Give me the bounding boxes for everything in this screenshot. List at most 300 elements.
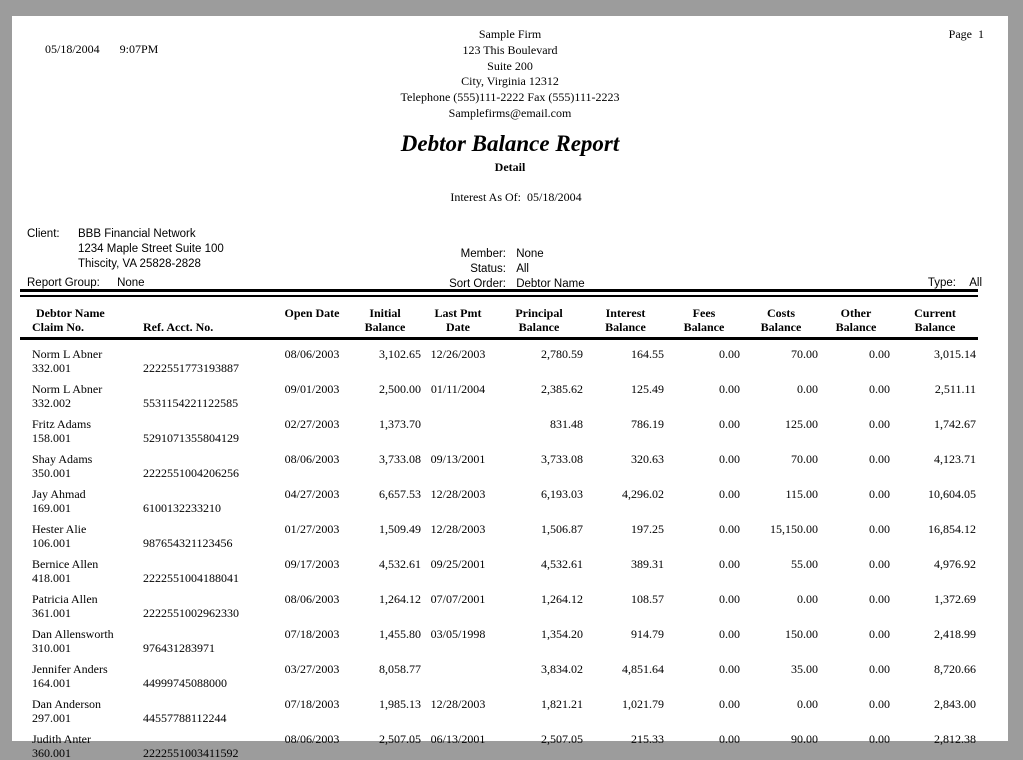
open-date-cell	[277, 725, 347, 760]
spacer	[138, 557, 277, 571]
ref-acct-no-cell	[138, 515, 277, 550]
costs-balance-cell	[742, 339, 820, 376]
last-pmt-date-cell	[423, 690, 493, 725]
debtor-name-cell	[20, 655, 138, 690]
current-balance-cell-value: 3,015.14	[892, 347, 978, 361]
current-balance-cell-value: 1,742.67	[892, 417, 978, 431]
ref-acct-no-cell	[138, 339, 277, 376]
interest-as-of-date: 05/18/2004	[527, 190, 582, 204]
open-date-cell-value: 08/06/2003	[277, 347, 347, 361]
col-header-interest-balance: Interest Balance	[585, 300, 666, 339]
open-date-cell	[277, 410, 347, 445]
principal-balance-cell-value: 3,733.08	[493, 452, 585, 466]
ref-acct-no: 2222551004188041	[138, 571, 277, 585]
spacer	[138, 452, 277, 466]
other-balance-cell	[820, 585, 892, 620]
other-balance-cell	[820, 550, 892, 585]
fees-balance-cell	[666, 585, 742, 620]
type-value: All	[969, 277, 982, 289]
fees-balance-cell-value: 0.00	[666, 592, 742, 606]
type-filter	[928, 276, 982, 291]
initial-balance-cell	[347, 550, 423, 585]
last-pmt-date-cell-value: 12/26/2003	[423, 347, 493, 361]
initial-balance-cell	[347, 515, 423, 550]
costs-balance-cell-value: 70.00	[742, 452, 820, 466]
client-address2: Thiscity, VA 25828-2828	[78, 257, 201, 272]
other-balance-cell-value: 0.00	[820, 592, 892, 606]
spacer	[138, 522, 277, 536]
fees-balance-cell-value: 0.00	[666, 417, 742, 431]
page-header	[12, 16, 1008, 124]
other-balance-cell-value: 0.00	[820, 662, 892, 676]
principal-balance-cell	[493, 515, 585, 550]
interest-as-of-label: Interest As Of:	[450, 190, 521, 204]
spacer	[138, 382, 277, 396]
debtor-name: Fritz Adams	[20, 417, 138, 431]
claim-no: 158.001	[20, 431, 138, 445]
current-balance-cell	[892, 620, 978, 655]
costs-balance-cell	[742, 690, 820, 725]
last-pmt-date-cell	[423, 515, 493, 550]
debtor-name-cell	[20, 585, 138, 620]
debtor-name: Hester Alie	[20, 522, 138, 536]
initial-balance-cell	[347, 725, 423, 760]
interest-balance-cell-value: 215.33	[585, 732, 666, 746]
sort-order-value: Debtor Name	[516, 278, 584, 290]
fees-balance-cell-value: 0.00	[666, 732, 742, 746]
last-pmt-date-cell-value: 03/05/1998	[423, 627, 493, 641]
other-balance-cell-value: 0.00	[820, 452, 892, 466]
last-pmt-date-cell	[423, 339, 493, 376]
current-balance-cell	[892, 585, 978, 620]
current-balance-cell	[892, 655, 978, 690]
debtor-name-cell	[20, 550, 138, 585]
other-balance-cell	[820, 725, 892, 760]
principal-balance-cell-value: 3,834.02	[493, 662, 585, 676]
firm-address-line2: Suite 200	[12, 59, 1008, 75]
ref-acct-no: 976431283971	[138, 641, 277, 655]
debtor-name-cell	[20, 445, 138, 480]
current-balance-cell	[892, 550, 978, 585]
initial-balance-cell	[347, 655, 423, 690]
current-balance-cell-value: 1,372.69	[892, 592, 978, 606]
col-header-ref-acct-no: Ref. Acct. No.	[138, 300, 277, 339]
last-pmt-date-cell	[423, 410, 493, 445]
client-label: Client:	[27, 227, 78, 242]
claim-no: 360.001	[20, 746, 138, 760]
initial-balance-cell-value: 6,657.53	[347, 487, 423, 501]
initial-balance-cell	[347, 410, 423, 445]
last-pmt-date-cell-value: 09/13/2001	[423, 452, 493, 466]
fees-balance-cell	[666, 480, 742, 515]
table-row	[20, 585, 978, 620]
interest-balance-cell	[585, 620, 666, 655]
ref-acct-no: 2222551004206256	[138, 466, 277, 480]
fees-balance-cell-value: 0.00	[666, 627, 742, 641]
interest-balance-cell	[585, 655, 666, 690]
debtor-name: Patricia Allen	[20, 592, 138, 606]
table-header	[20, 300, 978, 339]
ref-acct-no-cell	[138, 690, 277, 725]
other-balance-cell-value: 0.00	[820, 347, 892, 361]
current-balance-cell-value: 10,604.05	[892, 487, 978, 501]
ref-acct-no: 44557788112244	[138, 711, 277, 725]
open-date-cell-value: 09/17/2003	[277, 557, 347, 571]
current-balance-cell-value: 2,843.00	[892, 697, 978, 711]
ref-acct-no: 44999745088000	[138, 676, 277, 690]
open-date-cell	[277, 445, 347, 480]
other-balance-cell-value: 0.00	[820, 522, 892, 536]
col-header-debtor-name: Debtor Name Claim No.	[20, 300, 138, 339]
spacer	[138, 347, 277, 361]
current-balance-cell	[892, 375, 978, 410]
fees-balance-cell	[666, 445, 742, 480]
last-pmt-date-cell	[423, 585, 493, 620]
open-date-cell-value: 07/18/2003	[277, 697, 347, 711]
report-title: Debtor Balance Report	[12, 131, 1008, 157]
table-row	[20, 655, 978, 690]
fees-balance-cell-value: 0.00	[666, 522, 742, 536]
debtor-name-cell	[20, 339, 138, 376]
client-address1: 1234 Maple Street Suite 100	[78, 242, 224, 257]
col-header-other-balance: Other Balance	[820, 300, 892, 339]
spacer	[138, 662, 277, 676]
claim-no: 332.002	[20, 396, 138, 410]
table-row	[20, 725, 978, 760]
last-pmt-date-cell	[423, 445, 493, 480]
initial-balance-cell-value: 2,500.00	[347, 382, 423, 396]
col-header-last-pmt-date: Last Pmt Date	[423, 300, 493, 339]
debtor-name-cell	[20, 515, 138, 550]
client-name: BBB Financial Network	[78, 227, 196, 242]
other-balance-cell-value: 0.00	[820, 627, 892, 641]
open-date-cell	[277, 550, 347, 585]
initial-balance-cell-value: 4,532.61	[347, 557, 423, 571]
interest-balance-cell-value: 125.49	[585, 382, 666, 396]
principal-balance-cell-value: 1,821.21	[493, 697, 585, 711]
type-label: Type:	[928, 277, 956, 289]
initial-balance-cell-value: 1,509.49	[347, 522, 423, 536]
costs-balance-cell	[742, 620, 820, 655]
initial-balance-cell	[347, 585, 423, 620]
other-balance-cell	[820, 690, 892, 725]
fees-balance-cell	[666, 515, 742, 550]
report-group-value: None	[117, 277, 145, 289]
costs-balance-cell-value: 70.00	[742, 347, 820, 361]
ref-acct-no-cell	[138, 585, 277, 620]
debtor-name-cell	[20, 480, 138, 515]
claim-no: 164.001	[20, 676, 138, 690]
claim-no: 169.001	[20, 501, 138, 515]
other-balance-cell-value: 0.00	[820, 732, 892, 746]
print-datetime	[27, 27, 158, 72]
costs-balance-cell	[742, 655, 820, 690]
current-balance-cell-value: 4,123.71	[892, 452, 978, 466]
other-balance-cell	[820, 410, 892, 445]
ref-acct-no: 5531154221122585	[138, 396, 277, 410]
interest-balance-cell	[585, 550, 666, 585]
last-pmt-date-cell	[423, 725, 493, 760]
claim-no: 310.001	[20, 641, 138, 655]
debtor-name: Jennifer Anders	[20, 662, 138, 676]
last-pmt-date-cell-value: 07/07/2001	[423, 592, 493, 606]
last-pmt-date-cell	[423, 550, 493, 585]
open-date-cell-value: 02/27/2003	[277, 417, 347, 431]
other-balance-cell-value: 0.00	[820, 697, 892, 711]
initial-balance-cell-value: 1,264.12	[347, 592, 423, 606]
ref-acct-no: 2222551773193887	[138, 361, 277, 375]
open-date-cell-value: 07/18/2003	[277, 627, 347, 641]
open-date-cell-value: 03/27/2003	[277, 662, 347, 676]
open-date-cell-value: 04/27/2003	[277, 487, 347, 501]
current-balance-cell-value: 8,720.66	[892, 662, 978, 676]
debtor-name: Norm L Abner	[20, 347, 138, 361]
principal-balance-cell	[493, 410, 585, 445]
fees-balance-cell-value: 0.00	[666, 662, 742, 676]
other-balance-cell	[820, 375, 892, 410]
claim-no: 418.001	[20, 571, 138, 585]
debtor-table	[20, 300, 978, 760]
current-balance-cell-value: 2,812.38	[892, 732, 978, 746]
table-row	[20, 339, 978, 376]
debtor-name-cell	[20, 725, 138, 760]
filter-area	[12, 227, 1008, 285]
ref-acct-no-cell	[138, 655, 277, 690]
table-row	[20, 690, 978, 725]
other-balance-cell	[820, 655, 892, 690]
interest-balance-cell-value: 389.31	[585, 557, 666, 571]
report-group-label: Report Group:	[27, 277, 100, 289]
costs-balance-cell-value: 0.00	[742, 382, 820, 396]
claim-no: 350.001	[20, 466, 138, 480]
interest-balance-cell-value: 108.57	[585, 592, 666, 606]
last-pmt-date-cell-value	[423, 417, 493, 431]
interest-balance-cell	[585, 375, 666, 410]
sort-order-label: Sort Order:	[410, 277, 506, 292]
fees-balance-cell-value: 0.00	[666, 557, 742, 571]
debtor-name: Dan Allensworth	[20, 627, 138, 641]
open-date-cell	[277, 585, 347, 620]
principal-balance-cell	[493, 375, 585, 410]
table-row	[20, 620, 978, 655]
principal-balance-cell	[493, 550, 585, 585]
table-row	[20, 480, 978, 515]
spacer	[138, 732, 277, 746]
current-balance-cell-value: 4,976.92	[892, 557, 978, 571]
table-body	[20, 339, 978, 760]
principal-balance-cell	[493, 585, 585, 620]
fees-balance-cell-value: 0.00	[666, 347, 742, 361]
open-date-cell	[277, 515, 347, 550]
last-pmt-date-cell-value: 01/11/2004	[423, 382, 493, 396]
table-row	[20, 515, 978, 550]
fees-balance-cell	[666, 410, 742, 445]
interest-balance-cell-value: 164.55	[585, 347, 666, 361]
debtor-name-cell	[20, 690, 138, 725]
last-pmt-date-cell-value: 06/13/2001	[423, 732, 493, 746]
costs-balance-cell-value: 125.00	[742, 417, 820, 431]
last-pmt-date-cell-value: 12/28/2003	[423, 522, 493, 536]
spacer	[138, 417, 277, 431]
principal-balance-cell	[493, 445, 585, 480]
firm-name: Sample Firm	[12, 27, 1008, 43]
ref-acct-no-cell	[138, 445, 277, 480]
debtor-name: Shay Adams	[20, 452, 138, 466]
fees-balance-cell	[666, 620, 742, 655]
debtor-name: Bernice Allen	[20, 557, 138, 571]
current-balance-cell	[892, 480, 978, 515]
initial-balance-cell	[347, 339, 423, 376]
initial-balance-cell-value: 8,058.77	[347, 662, 423, 676]
open-date-cell-value: 08/06/2003	[277, 592, 347, 606]
debtor-name-cell	[20, 375, 138, 410]
principal-balance-cell-value: 2,780.59	[493, 347, 585, 361]
initial-balance-cell	[347, 445, 423, 480]
current-balance-cell-value: 2,418.99	[892, 627, 978, 641]
initial-balance-cell	[347, 620, 423, 655]
open-date-cell-value: 09/01/2003	[277, 382, 347, 396]
principal-balance-cell	[493, 339, 585, 376]
table-row	[20, 445, 978, 480]
fees-balance-cell	[666, 550, 742, 585]
other-balance-cell	[820, 515, 892, 550]
interest-balance-cell	[585, 585, 666, 620]
other-balance-cell-value: 0.00	[820, 557, 892, 571]
interest-balance-cell	[585, 725, 666, 760]
interest-balance-cell-value: 4,851.64	[585, 662, 666, 676]
ref-acct-no-cell	[138, 725, 277, 760]
initial-balance-cell	[347, 375, 423, 410]
col-header-current-balance: Current Balance	[892, 300, 978, 339]
open-date-cell-value: 01/27/2003	[277, 522, 347, 536]
debtor-name: Dan Anderson	[20, 697, 138, 711]
interest-balance-cell-value: 914.79	[585, 627, 666, 641]
other-balance-cell	[820, 480, 892, 515]
initial-balance-cell-value: 1,985.13	[347, 697, 423, 711]
last-pmt-date-cell	[423, 480, 493, 515]
last-pmt-date-cell-value: 09/25/2001	[423, 557, 493, 571]
principal-balance-cell-value: 1,354.20	[493, 627, 585, 641]
report-subtitle: Detail	[12, 160, 1008, 174]
fees-balance-cell	[666, 375, 742, 410]
costs-balance-cell-value: 55.00	[742, 557, 820, 571]
current-balance-cell	[892, 725, 978, 760]
costs-balance-cell	[742, 725, 820, 760]
print-time: 9:07PM	[120, 42, 159, 56]
status-label: Status:	[410, 262, 506, 277]
initial-balance-cell-value: 3,102.65	[347, 347, 423, 361]
open-date-cell-value: 08/06/2003	[277, 452, 347, 466]
interest-balance-cell-value: 4,296.02	[585, 487, 666, 501]
open-date-cell	[277, 375, 347, 410]
col-header-principal-balance: Principal Balance	[493, 300, 585, 339]
other-balance-cell-value: 0.00	[820, 487, 892, 501]
costs-balance-cell	[742, 515, 820, 550]
client-block	[27, 227, 224, 272]
debtor-name-cell	[20, 410, 138, 445]
interest-balance-cell	[585, 339, 666, 376]
interest-balance-cell-value: 197.25	[585, 522, 666, 536]
fees-balance-cell-value: 0.00	[666, 452, 742, 466]
open-date-cell	[277, 690, 347, 725]
other-balance-cell	[820, 620, 892, 655]
costs-balance-cell-value: 90.00	[742, 732, 820, 746]
interest-balance-cell-value: 1,021.79	[585, 697, 666, 711]
open-date-cell	[277, 480, 347, 515]
costs-balance-cell	[742, 480, 820, 515]
fees-balance-cell-value: 0.00	[666, 382, 742, 396]
ref-acct-no-cell	[138, 550, 277, 585]
costs-balance-cell	[742, 445, 820, 480]
costs-balance-cell-value: 150.00	[742, 627, 820, 641]
current-balance-cell-value: 16,854.12	[892, 522, 978, 536]
table-row	[20, 550, 978, 585]
ref-acct-no-cell	[138, 375, 277, 410]
debtor-name: Jay Ahmad	[20, 487, 138, 501]
interest-balance-cell-value: 320.63	[585, 452, 666, 466]
firm-email: Samplefirms@email.com	[12, 106, 1008, 122]
open-date-cell	[277, 339, 347, 376]
initial-balance-cell-value: 2,507.05	[347, 732, 423, 746]
costs-balance-cell	[742, 550, 820, 585]
principal-balance-cell	[493, 690, 585, 725]
fees-balance-cell	[666, 725, 742, 760]
costs-balance-cell-value: 0.00	[742, 592, 820, 606]
criteria-block	[410, 247, 585, 292]
spacer	[138, 592, 277, 606]
costs-balance-cell	[742, 585, 820, 620]
interest-balance-cell	[585, 445, 666, 480]
fees-balance-cell	[666, 655, 742, 690]
ref-acct-no: 2222551002962330	[138, 606, 277, 620]
fees-balance-cell-value: 0.00	[666, 487, 742, 501]
spacer	[138, 487, 277, 501]
table-row	[20, 375, 978, 410]
ref-acct-no-cell	[138, 620, 277, 655]
page-number: Page 1	[949, 27, 984, 42]
initial-balance-cell-value: 1,373.70	[347, 417, 423, 431]
interest-balance-cell-value: 786.19	[585, 417, 666, 431]
fees-balance-cell-value: 0.00	[666, 697, 742, 711]
last-pmt-date-cell-value: 12/28/2003	[423, 697, 493, 711]
other-balance-cell	[820, 339, 892, 376]
col-header-fees-balance: Fees Balance	[666, 300, 742, 339]
current-balance-cell	[892, 515, 978, 550]
costs-balance-cell-value: 35.00	[742, 662, 820, 676]
debtor-name: Judith Anter	[20, 732, 138, 746]
last-pmt-date-cell	[423, 375, 493, 410]
last-pmt-date-cell-value	[423, 662, 493, 676]
interest-balance-cell	[585, 480, 666, 515]
claim-no: 297.001	[20, 711, 138, 725]
open-date-cell	[277, 655, 347, 690]
open-date-cell	[277, 620, 347, 655]
fees-balance-cell	[666, 690, 742, 725]
claim-no: 361.001	[20, 606, 138, 620]
principal-balance-cell	[493, 620, 585, 655]
costs-balance-cell-value: 15,150.00	[742, 522, 820, 536]
spacer	[138, 697, 277, 711]
other-balance-cell-value: 0.00	[820, 382, 892, 396]
col-header-initial-balance: Initial Balance	[347, 300, 423, 339]
ref-acct-no: 987654321123456	[138, 536, 277, 550]
firm-address-line3: City, Virginia 12312	[12, 74, 1008, 90]
interest-balance-cell	[585, 515, 666, 550]
table-row	[20, 410, 978, 445]
principal-balance-cell-value: 1,506.87	[493, 522, 585, 536]
member-value: None	[516, 248, 544, 260]
col-header-open-date: Open Date	[277, 300, 347, 339]
